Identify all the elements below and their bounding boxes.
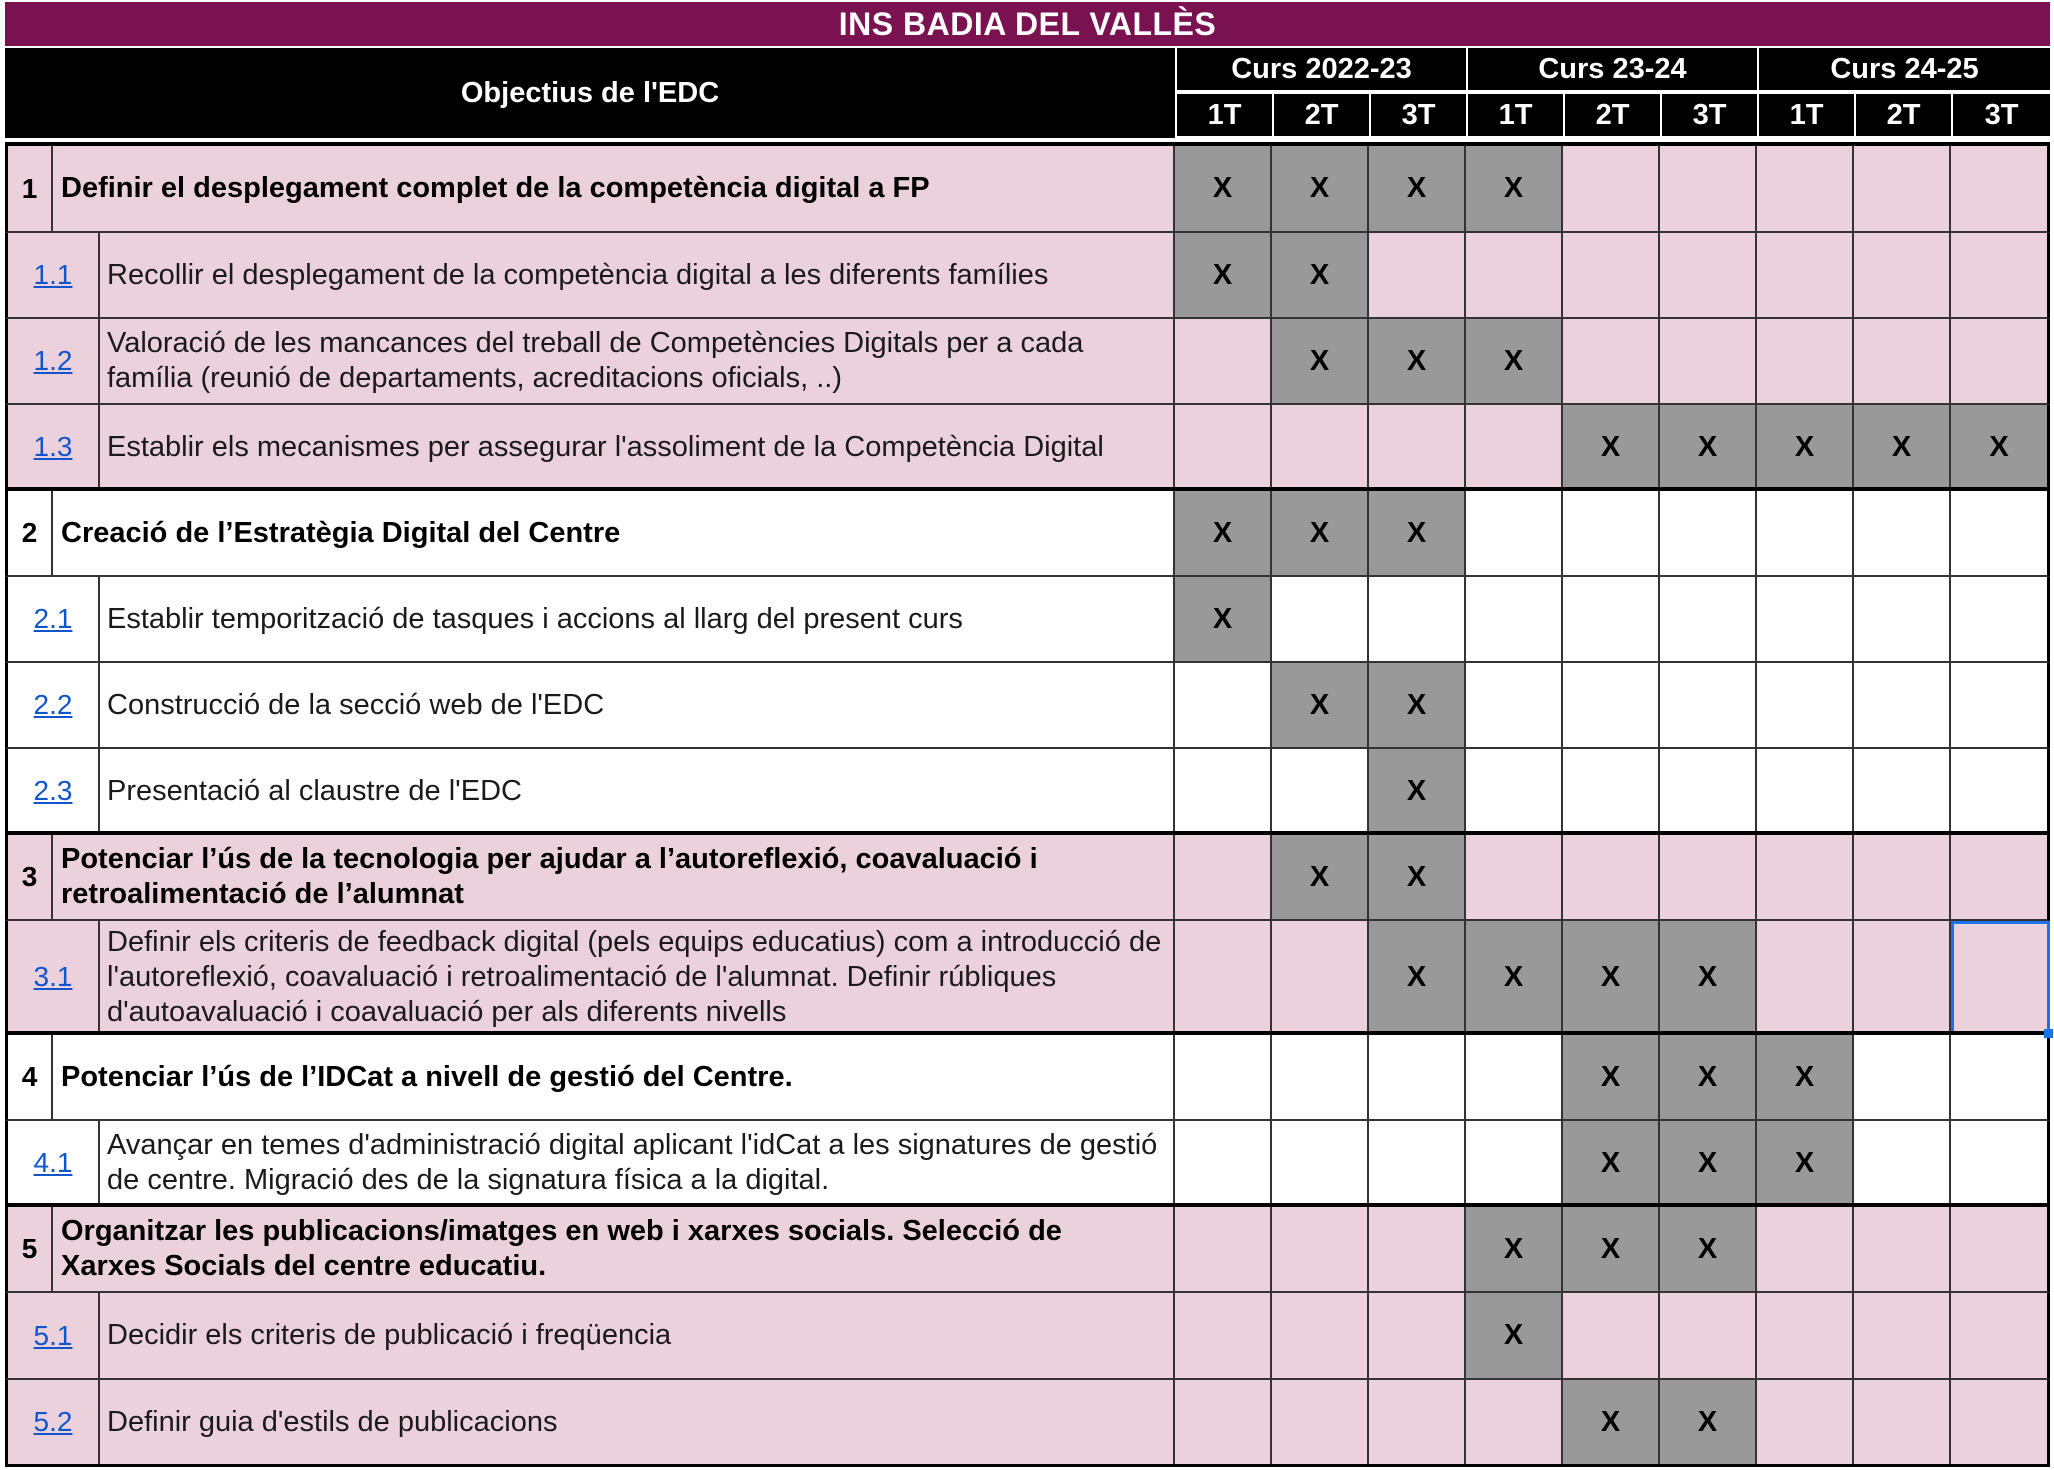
objective-number: 5 <box>5 1207 53 1293</box>
schedule-mark-cell[interactable]: X <box>1757 405 1854 491</box>
schedule-empty-cell[interactable] <box>1563 146 1660 233</box>
objective-title: Potenciar l’ús de l’IDCat a nivell de gestió del Centre. <box>53 1035 1175 1121</box>
objective-title: Organitzar les publicacions/imatges en web i xarxes socials. Selecció de Xarxes Socials del centre educatiu. <box>53 1207 1175 1293</box>
schedule-empty-cell[interactable] <box>1175 1035 1272 1121</box>
schedule-mark-cell[interactable]: X <box>1757 1121 1854 1207</box>
objective-number: 1 <box>5 146 53 233</box>
action-description: Definir guia d'estils de publicacions <box>100 1380 1175 1466</box>
schedule-empty-cell[interactable] <box>1272 577 1369 663</box>
schedule-empty-cell[interactable] <box>1175 1121 1272 1207</box>
schedule-mark-cell[interactable]: X <box>1369 663 1466 749</box>
schedule-mark-cell[interactable]: X <box>1272 491 1369 577</box>
action-description: Recollir el desplegament de la competència digital a les diferents famílies <box>100 233 1175 319</box>
schedule-empty-cell[interactable] <box>1369 1207 1466 1293</box>
term-header-9: 3T <box>1951 92 2050 136</box>
year-header-23-24: Curs 23-24 <box>1466 48 1757 90</box>
schedule-empty-cell[interactable] <box>1175 835 1272 921</box>
schedule-empty-cell[interactable] <box>1854 1121 1951 1207</box>
schedule-empty-cell[interactable] <box>1466 491 1563 577</box>
schedule-empty-cell[interactable] <box>1660 835 1757 921</box>
action-link[interactable]: 1.3 <box>5 405 100 491</box>
objective-number: 4 <box>5 1035 53 1121</box>
action-link[interactable]: 5.1 <box>5 1293 100 1380</box>
schedule-mark-cell[interactable]: X <box>1854 405 1951 491</box>
schedule-mark-cell[interactable]: X <box>1660 1380 1757 1466</box>
schedule-empty-cell[interactable] <box>1175 749 1272 835</box>
schedule-empty-cell[interactable] <box>1757 319 1854 405</box>
term-header-7: 1T <box>1757 92 1854 136</box>
table-row <box>5 233 2050 319</box>
schedule-empty-cell[interactable] <box>1175 405 1272 491</box>
schedule-mark-cell[interactable]: X <box>1175 577 1272 663</box>
action-description: Construcció de la secció web de l'EDC <box>100 663 1175 749</box>
schedule-empty-cell[interactable] <box>1951 1121 2050 1207</box>
schedule-mark-cell[interactable]: X <box>1660 921 1757 1035</box>
action-link[interactable]: 2.2 <box>5 663 100 749</box>
schedule-mark-cell[interactable]: X <box>1175 146 1272 233</box>
header-divider-gap <box>5 138 2050 142</box>
schedule-mark-cell[interactable]: X <box>1175 233 1272 319</box>
schedule-empty-cell[interactable] <box>1660 146 1757 233</box>
schedule-empty-cell[interactable] <box>1854 1293 1951 1380</box>
schedule-empty-cell[interactable] <box>1854 491 1951 577</box>
schedule-empty-cell[interactable] <box>1563 663 1660 749</box>
action-description: Valoració de les mancances del treball de Competències Digitals per a cada família (reunió de departaments, acreditacions oficials, ..) <box>100 319 1175 405</box>
schedule-mark-cell[interactable]: X <box>1369 749 1466 835</box>
term-header-5: 2T <box>1563 92 1660 136</box>
schedule-empty-cell[interactable] <box>1466 405 1563 491</box>
objective-title: Potenciar l’ús de la tecnologia per ajudar a l’autoreflexió, coavaluació i retroalimentació de l’alumnat <box>53 835 1175 921</box>
schedule-empty-cell[interactable] <box>1369 405 1466 491</box>
schedule-empty-cell[interactable] <box>1466 577 1563 663</box>
schedule-empty-cell[interactable] <box>1175 663 1272 749</box>
schedule-empty-cell[interactable] <box>1951 491 2050 577</box>
schedule-empty-cell[interactable] <box>1272 1380 1369 1466</box>
schedule-empty-cell[interactable] <box>1660 577 1757 663</box>
schedule-empty-cell[interactable] <box>1563 577 1660 663</box>
schedule-mark-cell[interactable]: X <box>1272 319 1369 405</box>
term-header-6: 3T <box>1660 92 1757 136</box>
schedule-mark-cell[interactable]: X <box>1466 319 1563 405</box>
schedule-empty-cell[interactable] <box>1660 663 1757 749</box>
schedule-empty-cell[interactable] <box>1951 835 2050 921</box>
term-header-3: 3T <box>1369 92 1466 136</box>
schedule-mark-cell[interactable]: X <box>1466 146 1563 233</box>
schedule-mark-cell[interactable]: X <box>1563 405 1660 491</box>
objectives-header: Objectius de l'EDC <box>5 48 1175 138</box>
table-row <box>5 491 2050 577</box>
schedule-empty-cell[interactable] <box>1757 146 1854 233</box>
schedule-mark-cell[interactable]: X <box>1660 405 1757 491</box>
schedule-mark-cell[interactable]: X <box>1175 491 1272 577</box>
action-link[interactable]: 5.2 <box>5 1380 100 1466</box>
schedule-empty-cell[interactable] <box>1757 663 1854 749</box>
table-row <box>5 921 2050 1035</box>
schedule-empty-cell[interactable] <box>1369 1035 1466 1121</box>
schedule-empty-cell[interactable] <box>1466 663 1563 749</box>
schedule-empty-cell[interactable] <box>1757 921 1854 1035</box>
schedule-empty-cell[interactable] <box>1951 1380 2050 1466</box>
schedule-empty-cell[interactable] <box>1563 491 1660 577</box>
schedule-empty-cell[interactable] <box>1660 319 1757 405</box>
schedule-empty-cell[interactable] <box>1272 1035 1369 1121</box>
schedule-empty-cell[interactable] <box>1951 663 2050 749</box>
schedule-empty-cell[interactable] <box>1466 835 1563 921</box>
schedule-mark-cell[interactable]: X <box>1466 1207 1563 1293</box>
schedule-empty-cell[interactable] <box>1272 749 1369 835</box>
schedule-empty-cell[interactable] <box>1272 1293 1369 1380</box>
table-row <box>5 1293 2050 1380</box>
schedule-mark-cell[interactable]: X <box>1563 1207 1660 1293</box>
schedule-empty-cell[interactable] <box>1563 749 1660 835</box>
action-description: Avançar en temes d'administració digital aplicant l'idCat a les signatures de gestió de centre. Migració des de la signatura física a la digital. <box>100 1121 1175 1207</box>
schedule-empty-cell[interactable] <box>1369 1293 1466 1380</box>
schedule-mark-cell[interactable]: X <box>1660 1121 1757 1207</box>
action-link[interactable]: 1.1 <box>5 233 100 319</box>
table-row <box>5 1380 2050 1466</box>
schedule-empty-cell[interactable] <box>1854 1035 1951 1121</box>
objective-number: 3 <box>5 835 53 921</box>
selection-fill-handle[interactable] <box>2044 1029 2053 1038</box>
schedule-empty-cell[interactable] <box>1272 1207 1369 1293</box>
schedule-empty-cell[interactable] <box>1757 577 1854 663</box>
schedule-empty-cell[interactable] <box>1854 749 1951 835</box>
schedule-empty-cell[interactable] <box>1757 233 1854 319</box>
schedule-mark-cell[interactable]: X <box>1757 1035 1854 1121</box>
schedule-mark-cell[interactable]: X <box>1466 1293 1563 1380</box>
schedule-empty-cell[interactable] <box>1175 1207 1272 1293</box>
schedule-empty-cell[interactable] <box>1272 1121 1369 1207</box>
schedule-empty-cell[interactable] <box>1854 835 1951 921</box>
term-header-1: 1T <box>1175 92 1272 136</box>
schedule-empty-cell[interactable] <box>1854 663 1951 749</box>
schedule-empty-cell[interactable] <box>1369 233 1466 319</box>
schedule-mark-cell[interactable]: X <box>1660 1207 1757 1293</box>
schedule-empty-cell[interactable] <box>1757 1293 1854 1380</box>
action-description: Establir temporització de tasques i accions al llarg del present curs <box>100 577 1175 663</box>
action-link[interactable]: 1.2 <box>5 319 100 405</box>
schedule-empty-cell[interactable] <box>1757 749 1854 835</box>
objective-title: Definir el desplegament complet de la competència digital a FP <box>53 146 1175 233</box>
schedule-empty-cell[interactable] <box>1854 146 1951 233</box>
schedule-mark-cell[interactable]: X <box>1272 233 1369 319</box>
action-description: Decidir els criteris de publicació i freqüencia <box>100 1293 1175 1380</box>
schedule-empty-cell[interactable] <box>1175 1293 1272 1380</box>
schedule-empty-cell[interactable] <box>1563 233 1660 319</box>
schedule-empty-cell[interactable] <box>1466 1121 1563 1207</box>
schedule-empty-cell[interactable] <box>1757 1207 1854 1293</box>
schedule-mark-cell[interactable]: X <box>1272 146 1369 233</box>
schedule-empty-cell[interactable] <box>1369 1121 1466 1207</box>
table-row <box>5 1121 2050 1207</box>
schedule-empty-cell[interactable] <box>1757 835 1854 921</box>
table-row <box>5 577 2050 663</box>
objective-number: 2 <box>5 491 53 577</box>
schedule-empty-cell[interactable] <box>1563 1293 1660 1380</box>
schedule-mark-cell[interactable]: X <box>1272 835 1369 921</box>
schedule-mark-cell[interactable]: X <box>1563 1380 1660 1466</box>
table-row <box>5 146 2050 233</box>
schedule-mark-cell[interactable]: X <box>1466 921 1563 1035</box>
action-description: Presentació al claustre de l'EDC <box>100 749 1175 835</box>
schedule-empty-cell[interactable] <box>1951 1035 2050 1121</box>
schedule-empty-cell[interactable] <box>1466 1380 1563 1466</box>
schedule-mark-cell[interactable]: X <box>1369 921 1466 1035</box>
schedule-empty-cell[interactable] <box>1175 1380 1272 1466</box>
schedule-mark-cell[interactable]: X <box>1563 1035 1660 1121</box>
year-header-2022-23: Curs 2022-23 <box>1175 48 1466 90</box>
schedule-empty-cell[interactable] <box>1175 319 1272 405</box>
schedule-empty-cell[interactable] <box>1854 319 1951 405</box>
schedule-empty-cell[interactable] <box>1466 1035 1563 1121</box>
schedule-mark-cell[interactable]: X <box>1951 405 2050 491</box>
schedule-empty-cell[interactable] <box>1951 1207 2050 1293</box>
schedule-empty-cell[interactable] <box>1272 921 1369 1035</box>
schedule-empty-cell[interactable] <box>1951 233 2050 319</box>
action-description: Establir els mecanismes per assegurar l'assoliment de la Competència Digital <box>100 405 1175 491</box>
school-title: INS BADIA DEL VALLÈS <box>5 2 2050 46</box>
schedule-empty-cell[interactable] <box>1854 577 1951 663</box>
schedule-empty-cell[interactable] <box>1854 1380 1951 1466</box>
schedule-empty-cell[interactable] <box>1369 577 1466 663</box>
schedule-empty-cell[interactable] <box>1951 1293 2050 1380</box>
schedule-empty-cell[interactable] <box>1563 835 1660 921</box>
table-row <box>5 405 2050 491</box>
schedule-empty-cell[interactable] <box>1951 577 2050 663</box>
schedule-mark-cell[interactable]: X <box>1369 146 1466 233</box>
schedule-mark-cell[interactable]: X <box>1660 1035 1757 1121</box>
action-description: Definir els criteris de feedback digital (pels equips educatius) com a introducció de l'autoreflexió, coavaluació i retroalimentació de l'alumnat. Definir rúbliques d'autoavaluació i coavaluació per als diferents nivells <box>100 921 1175 1035</box>
schedule-empty-cell[interactable] <box>1951 749 2050 835</box>
schedule-empty-cell[interactable] <box>1854 1207 1951 1293</box>
schedule-empty-cell[interactable] <box>1466 749 1563 835</box>
schedule-mark-cell[interactable]: X <box>1272 663 1369 749</box>
schedule-empty-cell[interactable] <box>1466 233 1563 319</box>
schedule-empty-cell[interactable] <box>1951 146 2050 233</box>
term-header-4: 1T <box>1466 92 1563 136</box>
schedule-empty-cell[interactable] <box>1854 921 1951 1035</box>
action-link[interactable]: 3.1 <box>5 921 100 1035</box>
year-header-24-25: Curs 24-25 <box>1757 48 2050 90</box>
schedule-empty-cell[interactable] <box>1660 1293 1757 1380</box>
table-row <box>5 749 2050 835</box>
schedule-mark-cell[interactable]: X <box>1369 835 1466 921</box>
schedule-mark-cell[interactable]: X <box>1369 491 1466 577</box>
schedule-empty-cell[interactable] <box>1951 319 2050 405</box>
schedule-empty-cell[interactable] <box>1563 319 1660 405</box>
action-link[interactable]: 2.1 <box>5 577 100 663</box>
term-header-8: 2T <box>1854 92 1951 136</box>
table-row <box>5 1207 2050 1293</box>
table-row <box>5 835 2050 921</box>
schedule-empty-cell[interactable] <box>1272 405 1369 491</box>
action-link[interactable]: 4.1 <box>5 1121 100 1207</box>
schedule-empty-cell[interactable] <box>1757 491 1854 577</box>
schedule-empty-cell[interactable] <box>1660 233 1757 319</box>
schedule-mark-cell[interactable]: X <box>1563 921 1660 1035</box>
table-row <box>5 319 2050 405</box>
schedule-mark-cell[interactable]: X <box>1563 1121 1660 1207</box>
table-row <box>5 1035 2050 1121</box>
schedule-empty-cell[interactable] <box>1757 1380 1854 1466</box>
schedule-empty-cell[interactable] <box>1175 921 1272 1035</box>
schedule-empty-cell[interactable] <box>1369 1380 1466 1466</box>
schedule-empty-cell[interactable] <box>1660 491 1757 577</box>
table-row <box>5 663 2050 749</box>
schedule-empty-cell[interactable] <box>1660 749 1757 835</box>
objective-title: Creació de l’Estratègia Digital del Centre <box>53 491 1175 577</box>
table-bottom-border <box>5 1464 2050 1467</box>
term-header-2: 2T <box>1272 92 1369 136</box>
schedule-mark-cell[interactable]: X <box>1369 319 1466 405</box>
action-link[interactable]: 2.3 <box>5 749 100 835</box>
schedule-empty-cell[interactable] <box>1854 233 1951 319</box>
schedule-empty-cell[interactable] <box>1951 921 2050 1035</box>
